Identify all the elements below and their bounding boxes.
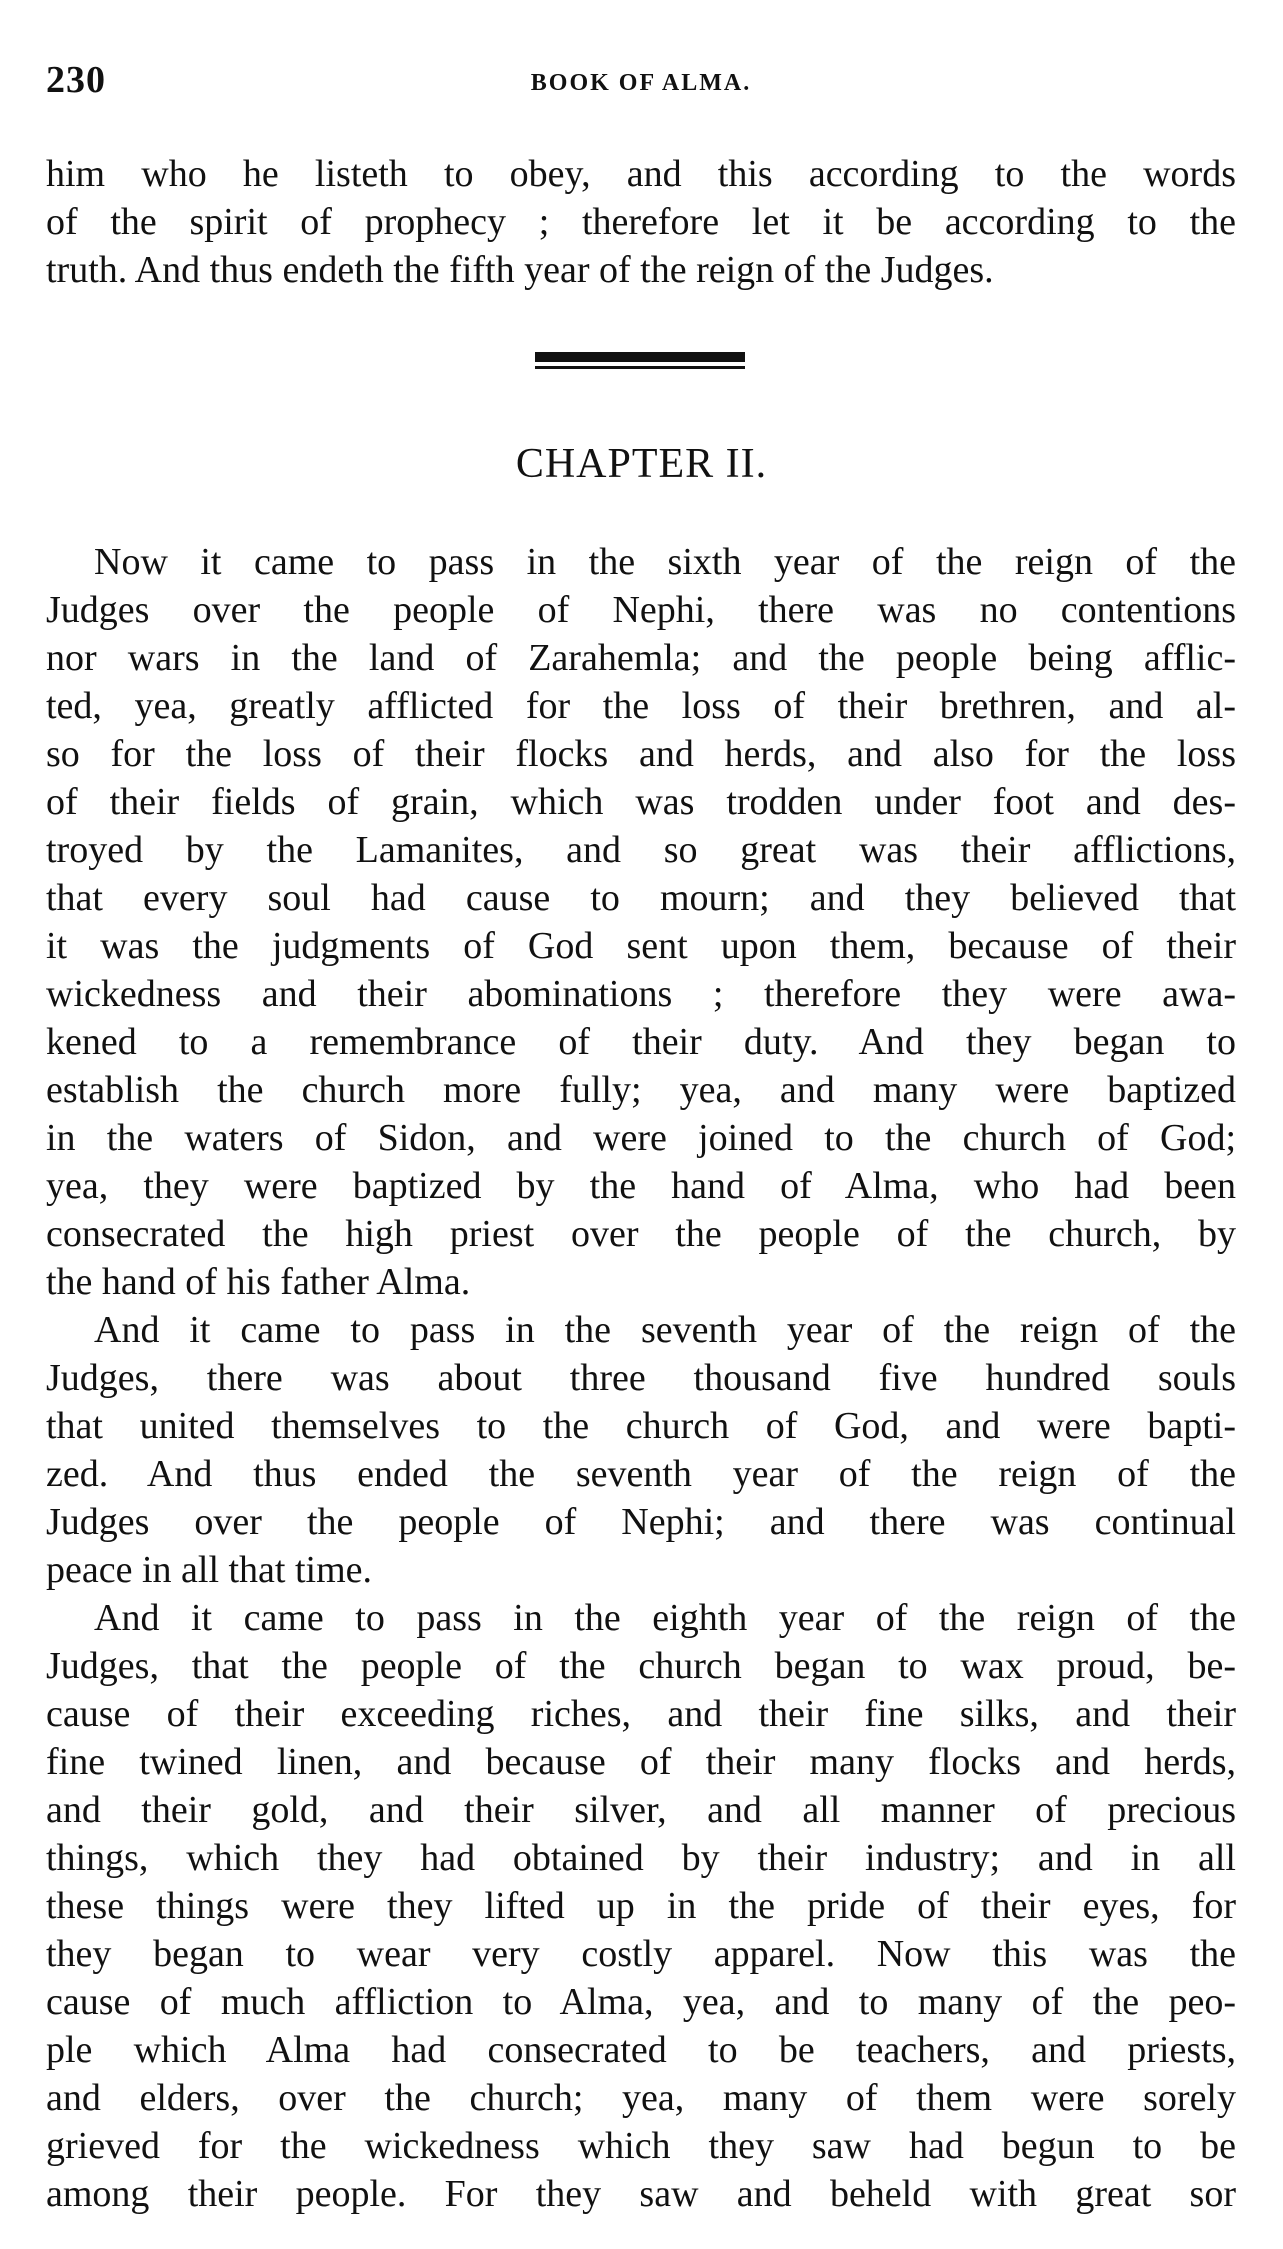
text-line: establish the church more fully; yea, and many were baptized [46, 1069, 1236, 1111]
divider-thick-rule [535, 352, 745, 362]
text-line: among their people. For they saw and beheld with great sor [46, 2173, 1236, 2215]
text-line: that united themselves to the church of God, and were bapti- [46, 1405, 1236, 1447]
paragraph-first-line: Now it came to pass in the sixth year of the reign of the [94, 541, 1236, 583]
text-line: consecrated the high priest over the people of the church, by [46, 1213, 1236, 1255]
section-divider [535, 352, 745, 370]
text-line: and their gold, and their silver, and all manner of precious [46, 1789, 1236, 1831]
text-line: Judges over the people of Nephi; and there was continual [46, 1501, 1236, 1543]
page-header [46, 58, 1236, 106]
text-line: that every soul had cause to mourn; and they believed that [46, 877, 1236, 919]
text-line: truth. And thus endeth the fifth year of the reign of the Judges. [46, 249, 994, 291]
text-line: of their fields of grain, which was trodden under foot and des- [46, 781, 1236, 823]
chapter-body [46, 538, 1236, 2218]
text-line: and elders, over the church; yea, many of them were sorely [46, 2077, 1236, 2119]
text-line: wickedness and their abominations ; therefore they were awa- [46, 973, 1236, 1015]
text-line: Judges, there was about three thousand five hundred souls [46, 1357, 1236, 1399]
text-line: so for the loss of their flocks and herds, and also for the loss [46, 733, 1236, 775]
page-number: 230 [46, 59, 106, 101]
text-line: Judges over the people of Nephi, there was no contentions [46, 589, 1236, 631]
text-line: yea, they were baptized by the hand of Alma, who had been [46, 1165, 1236, 1207]
text-line: Judges, that the people of the church began to wax proud, be- [46, 1645, 1236, 1687]
continuation-text [46, 150, 1236, 294]
text-line: cause of their exceeding riches, and their fine silks, and their [46, 1693, 1236, 1735]
text-line: in the waters of Sidon, and were joined to the church of God; [46, 1117, 1236, 1159]
chapter-heading: CHAPTER II. [515, 441, 768, 487]
text-line: cause of much affliction to Alma, yea, and to many of the peo- [46, 1981, 1236, 2023]
text-line: the hand of his father Alma. [46, 1261, 471, 1303]
text-line: it was the judgments of God sent upon them, because of their [46, 925, 1236, 967]
text-line: ted, yea, greatly afflicted for the loss of their brethren, and al- [46, 685, 1236, 727]
text-line: zed. And thus ended the seventh year of the reign of the [46, 1453, 1236, 1495]
divider-thin-rule [535, 366, 745, 369]
text-line: kened to a remembrance of their duty. And they began to [46, 1021, 1236, 1063]
text-line: him who he listeth to obey, and this according to the words [46, 153, 1236, 195]
text-line: peace in all that time. [46, 1549, 373, 1591]
text-line: ple which Alma had consecrated to be teachers, and priests, [46, 2029, 1236, 2071]
running-head: BOOK OF ALMA. [530, 70, 752, 96]
text-line: troyed by the Lamanites, and so great was their afflictions, [46, 829, 1236, 871]
text-line: grieved for the wickedness which they saw had begun to be [46, 2125, 1236, 2167]
text-line: things, which they had obtained by their industry; and in all [46, 1837, 1236, 1879]
text-line: these things were they lifted up in the pride of their eyes, for [46, 1885, 1236, 1927]
paragraph-first-line: And it came to pass in the eighth year of the reign of the [94, 1597, 1236, 1639]
text-line: nor wars in the land of Zarahemla; and the people being afflic- [46, 637, 1236, 679]
text-line: they began to wear very costly apparel. Now this was the [46, 1933, 1236, 1975]
text-line: of the spirit of prophecy ; therefore let it be according to the [46, 201, 1236, 243]
text-line: fine twined linen, and because of their many flocks and herds, [46, 1741, 1236, 1783]
paragraph-first-line: And it came to pass in the seventh year of the reign of the [94, 1309, 1236, 1351]
